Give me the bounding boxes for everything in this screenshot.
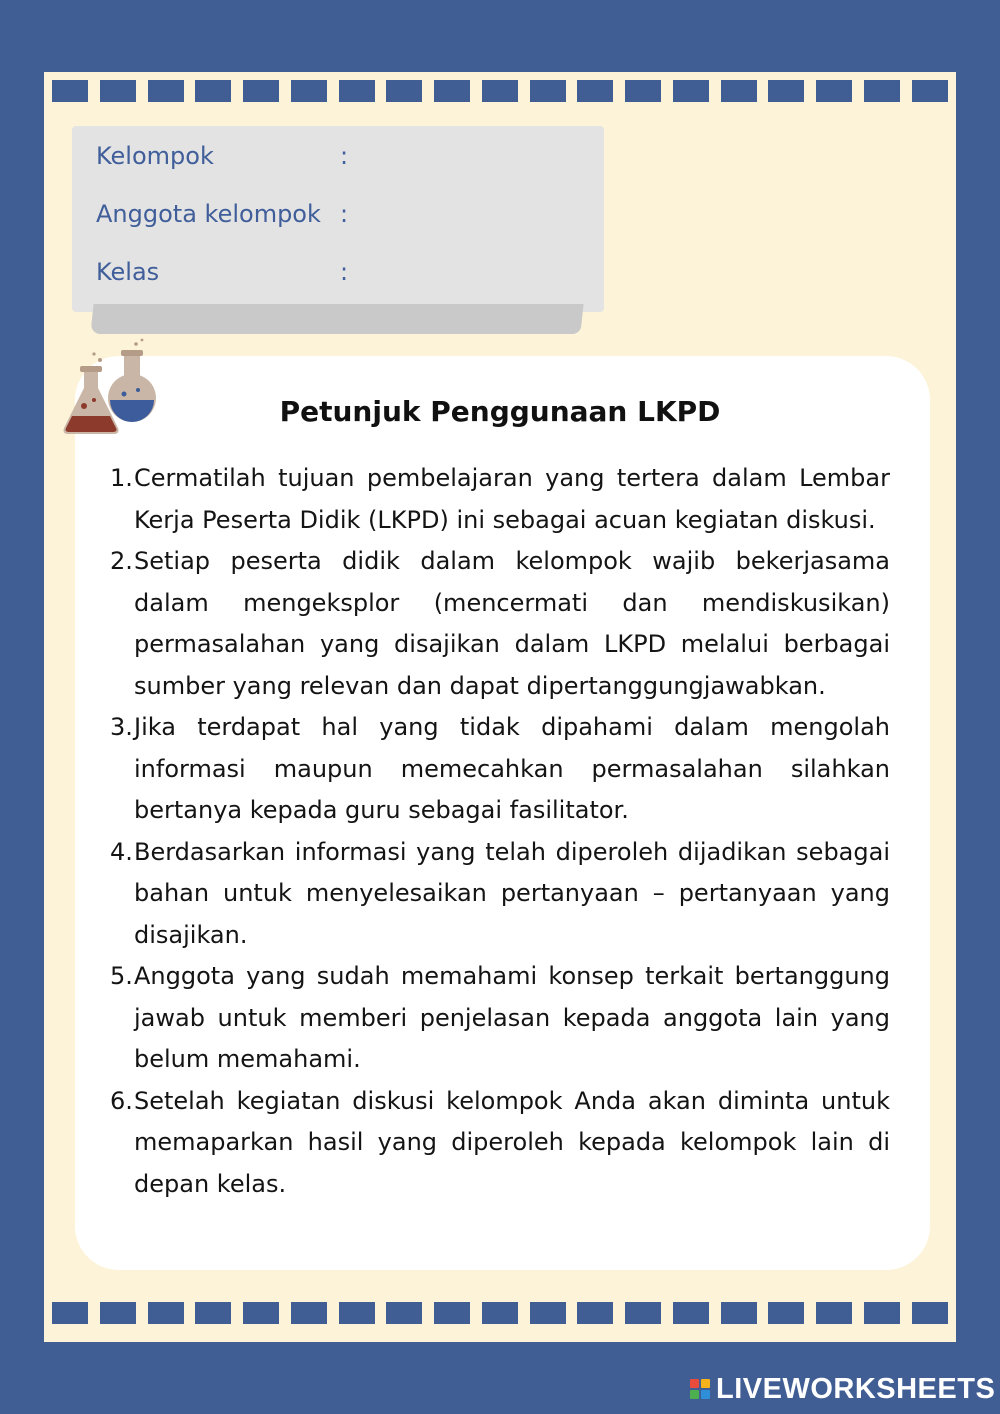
class-separator: : xyxy=(340,258,349,286)
item-text: Jika terdapat hal yang tidak dipahami dalam mengolah informasi maupun memecahkan permasalahan silahkan bertanya kepada guru sebagai fasilitator. xyxy=(134,713,890,824)
item-number: 1. xyxy=(110,464,133,492)
members-separator: : xyxy=(340,200,349,228)
list-item xyxy=(110,458,890,541)
item-number: 6. xyxy=(110,1086,133,1115)
class-field[interactable] xyxy=(96,258,348,286)
class-label: Kelas xyxy=(96,258,160,286)
liveworksheets-logo[interactable] xyxy=(690,1374,995,1404)
brand-name: LIVEWORKSHEETS xyxy=(716,1372,996,1405)
item-text: Setelah kegiatan diskusi kelompok Anda akan diminta untuk memaparkan hasil yang diperoleh kepada kelompok lain di depan kelas. xyxy=(134,1086,890,1198)
list-item xyxy=(110,832,890,957)
liveworksheets-logo-icon xyxy=(690,1379,710,1399)
page-title: Petunjuk Penggunaan LKPD xyxy=(279,395,721,428)
members-label: Anggota kelompok xyxy=(96,200,321,228)
item-number: 2. xyxy=(110,547,133,575)
item-number: 4. xyxy=(110,837,133,866)
members-field[interactable] xyxy=(96,200,348,228)
item-number: 3. xyxy=(110,713,133,741)
item-number: 5. xyxy=(110,962,133,990)
item-text: Berdasarkan informasi yang telah diperoleh dijadikan sebagai bahan untuk menyelesaikan pertanyaan – pertanyaan yang disajikan. xyxy=(134,837,890,949)
list-item xyxy=(110,707,890,832)
group-separator: : xyxy=(340,142,349,170)
group-label: Kelompok xyxy=(96,142,214,170)
group-field[interactable] xyxy=(96,142,348,170)
instructions-list xyxy=(110,458,890,1205)
item-text: Cermatilah tujuan pembelajaran yang tertera dalam Lembar Kerja Peserta Didik (LKPD) ini sebagai acuan kegiatan diskusi. xyxy=(134,464,890,534)
item-text: Setiap peserta didik dalam kelompok wajib bekerjasama dalam mengeksplor (mencermati dan mendiskusikan) permasalahan yang disajikan dalam LKPD melalui berbagai sumber yang relevan dan dapat dipertanggungjawabkan. xyxy=(134,547,890,700)
bottom-dashed-border xyxy=(52,1302,948,1324)
list-item xyxy=(110,541,890,707)
top-dashed-border xyxy=(52,80,948,102)
list-item xyxy=(110,1081,890,1206)
form-box-shadow xyxy=(90,304,583,334)
item-text: Anggota yang sudah memahami konsep terkait bertanggung jawab untuk memberi penjelasan kepada anggota lain yang belum memahami. xyxy=(134,962,890,1073)
list-item xyxy=(110,956,890,1081)
